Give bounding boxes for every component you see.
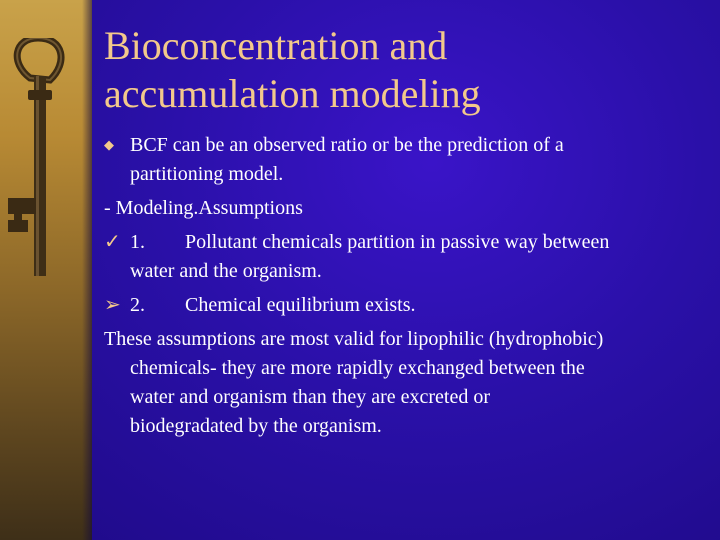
- assumption-item-1: [104, 228, 712, 257]
- bullet-text-line-2: partitioning model.: [130, 163, 284, 185]
- summary-line-2: chemicals- they are more rapidly exchanged between the: [130, 357, 585, 379]
- summary-line-3: water and organism than they are excreted or: [130, 386, 491, 408]
- title-line-2: accumulation modeling: [104, 71, 481, 116]
- slide-title: [104, 22, 704, 118]
- checkmark-icon: ✓: [104, 231, 121, 253]
- bullet-text-line-1: BCF can be an observed ratio or be the prediction of a: [130, 134, 564, 156]
- key-icon: [0, 38, 92, 278]
- title-line-1: Bioconcentration and: [104, 23, 448, 68]
- arrowhead-bullet-icon: ➢: [104, 294, 121, 316]
- assumption-text-line-2: water and the organism.: [130, 260, 322, 282]
- dash-item-modeling-assumptions: - Modeling.Assumptions: [104, 197, 303, 219]
- summary-line-4: biodegradated by the organism.: [130, 415, 382, 437]
- summary-line-1: These assumptions are most valid for lipophilic (hydrophobic): [104, 328, 604, 350]
- assumption-text-line-1: Pollutant chemicals partition in passive way between: [185, 231, 610, 253]
- bullet-item-bcf: [104, 130, 712, 160]
- assumption-text-2: Chemical equilibrium exists.: [185, 294, 416, 316]
- sidebar-decoration: [0, 0, 92, 540]
- slide-body: [104, 130, 712, 441]
- assumption-item-2: [104, 291, 712, 320]
- assumption-number-1: 1.: [130, 231, 145, 253]
- diamond-bullet-icon: ◆: [104, 137, 114, 152]
- assumption-number-2: 2.: [130, 294, 145, 316]
